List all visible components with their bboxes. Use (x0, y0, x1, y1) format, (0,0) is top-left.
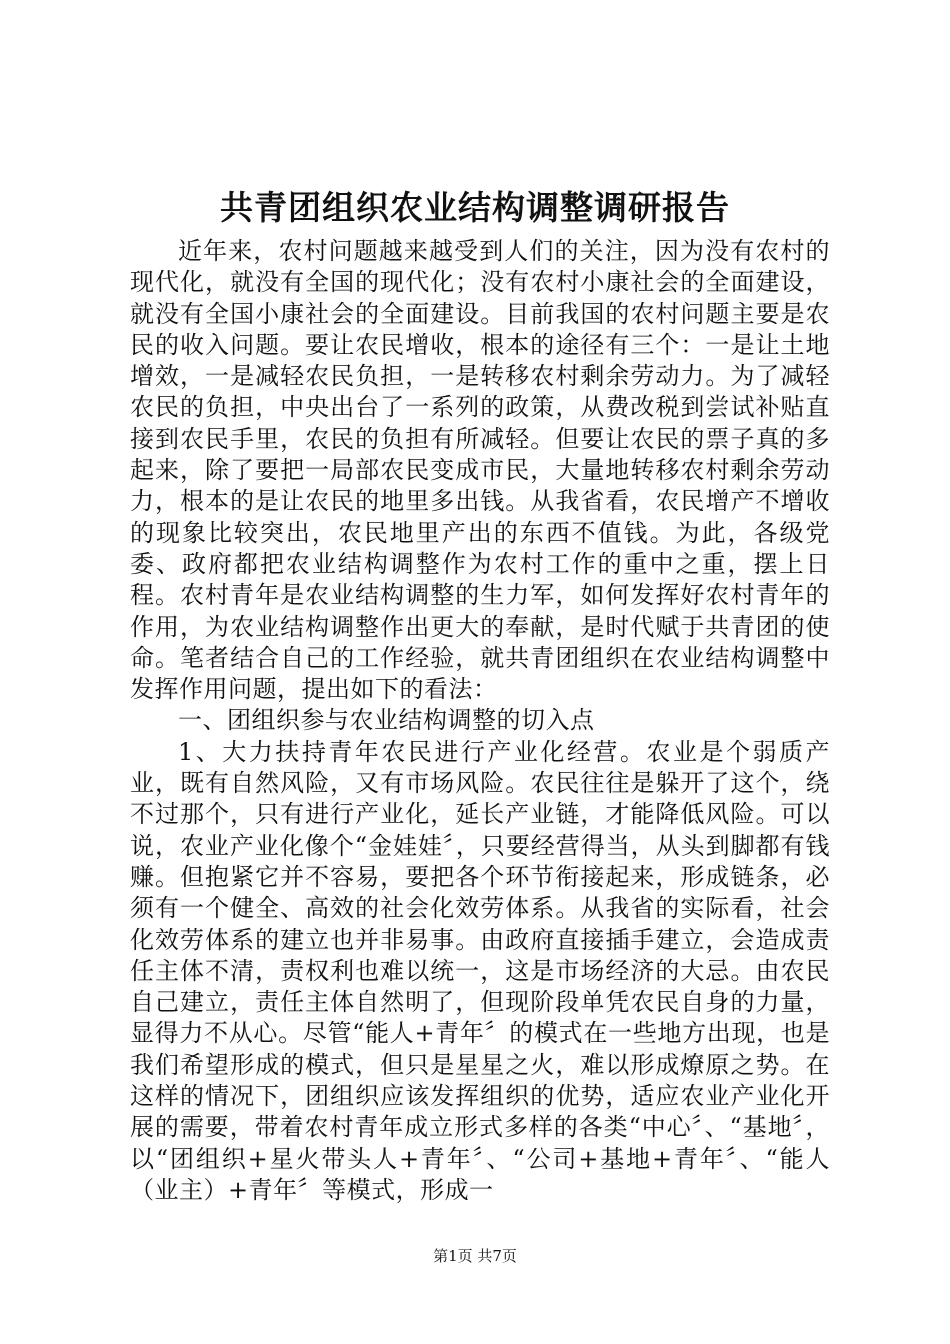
page-footer: 第1页 共7页 (433, 1247, 517, 1265)
document-body (130, 236, 830, 1206)
paragraph-intro: 近年来，农村问题越来越受到人们的关注，因为没有农村的现代化，就没有全国的现代化；没有农村小康社会的全面建设，就没有全国小康社会的全面建设。目前我国的农村问题主要是农民的收入问题。要让农民增收，根本的途径有三个：一是让土地增效，一是减轻农民负担，一是转移农村剩余劳动力。为了减轻农民的负担，中央出台了一系列的政策，从费改税到尝试补贴直接到农民手里，农民的负担有所减轻。但要让农民的票子真的多起来，除了要把一局部农民变成市民，大量地转移农村剩余劳动力，根本的是让农民的地里多出钱。从我省看，农民增产不增收的现象比较突出，农民地里产出的东西不值钱。为此，各级党委、政府都把农业结构调整作为农村工作的重中之重，摆上日程。农村青年是农业结构调整的生力军，如何发挥好农村青年的作用，为农业结构调整作出更大的奉献，是时代赋于共青团的使命。笔者结合自己的工作经验，就共青团组织在农业结构调整中发挥作用问题，提出如下的看法： (130, 237, 830, 704)
section-heading: 一、团组织参与农业结构调整的切入点 (178, 706, 595, 735)
document-title: 共青团组织农业结构调整调研报告 (220, 188, 730, 227)
paragraph-item-1: 1、大力扶持青年农民进行产业化经营。农业是个弱质产业，既有自然风险，又有市场风险。农民往往是躲开了这个，绕不过那个，只有进行产业化，延长产业链，才能降低风险。可以说，农业产业化像个“金娃娃〞，只要经营得当，从头到脚都有钱赚。但抱紧它并不容易，要把各个环节衔接起来，形成链条，必须有一个健全、高效的社会化效劳体系。从我省的实际看，社会化效劳体系的建立也并非易事。由政府直接插手建立，会造成责任主体不清，责权利也难以统一，这是市场经济的大忌。由农民自己建立，责任主体自然明了，但现阶段单凭农民自身的力量，显得力不从心。尽管“能人+青年〞的模式在一些地方出现，也是我们希望形成的模式，但只是星星之火，难以形成燎原之势。在这样的情况下，团组织应该发挥组织的优势，适应农业产业化开展的需要，带着农村青年成立形式多样的各类“中心〞、“基地〞，以“团组织+星火带头人+青年〞、“公司+基地+青年〞、“能人（业主）+青年〞等模式，形成一 (130, 737, 830, 1204)
